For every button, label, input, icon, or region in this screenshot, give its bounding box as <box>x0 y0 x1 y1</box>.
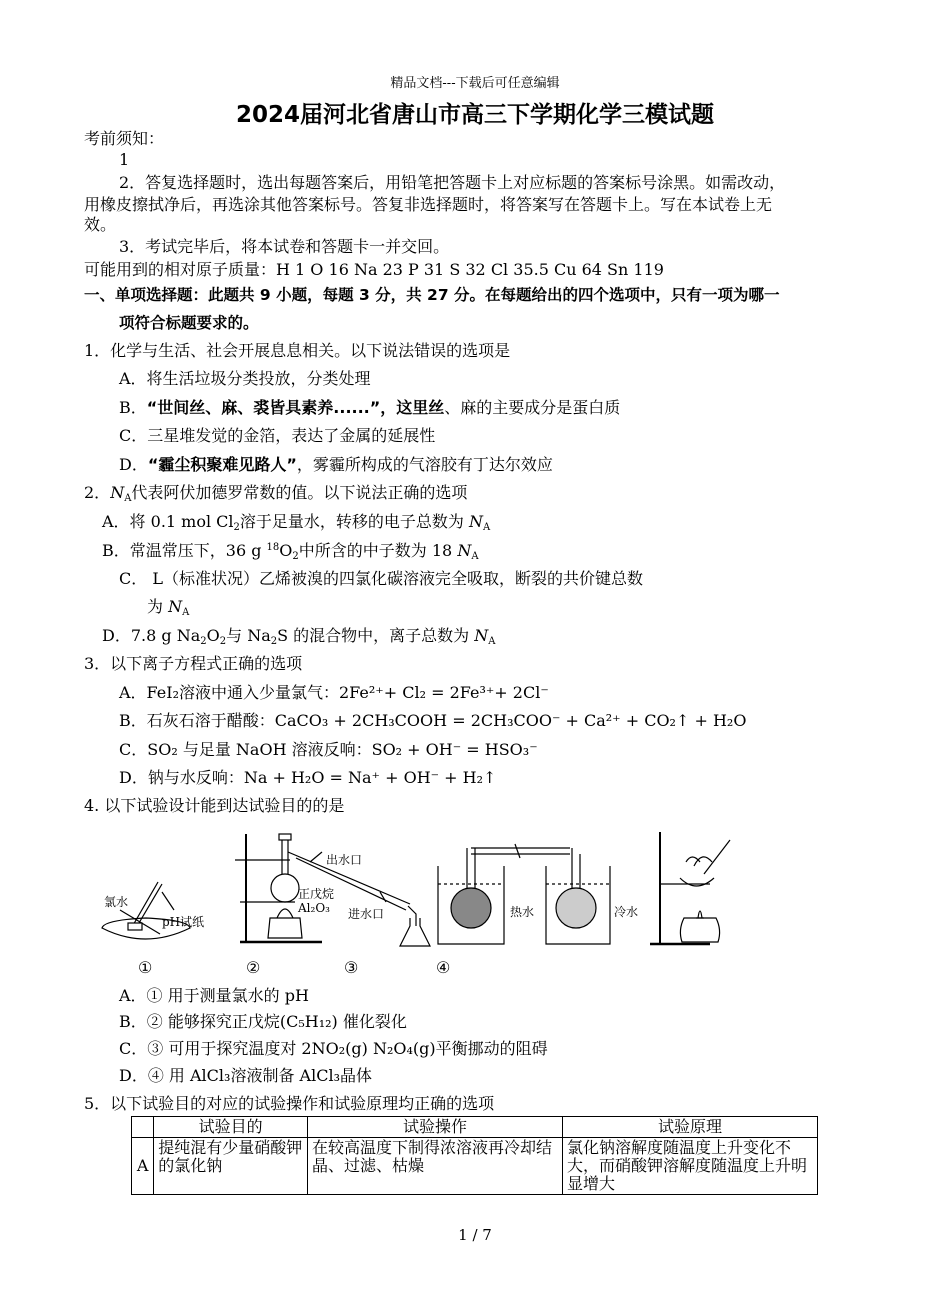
q3-option-c: C．SO₂ 与足量 NaOH 溶液反响：SO₂ + OH⁻ = HSO₃⁻ <box>119 740 538 759</box>
table-row <box>132 1138 818 1195</box>
q5-stem: 5．以下试验目的对应的试验操作和试验原理均正确的选项 <box>84 1094 495 1113</box>
page-number: 1 / 7 <box>458 1226 492 1244</box>
notice-item-2-line2: 用橡皮擦拭净后，再选涂其他答案标号。答复非选择题时，将答案写在答题卡上。写在本试卷上无 <box>84 195 773 214</box>
q2-c-na-sub: A <box>182 607 190 618</box>
q2-b-sub: 2 <box>292 551 299 562</box>
q5-header-purpose: 试验目的 <box>154 1117 308 1138</box>
q4-option-d: D．④ 用 AlCl₃溶液制备 AlCl₃晶体 <box>119 1066 372 1085</box>
q2-d-text4: S 的混合物中，离子总数为 <box>277 626 475 645</box>
q4-option-b: B．② 能够探究正戊烷(C₅H₁₂) 催化裂化 <box>119 1012 407 1031</box>
ph-paper-icon <box>128 923 142 930</box>
q1-option-b-prefix: B． <box>119 398 147 417</box>
q4-figure-number-1: ① <box>138 958 153 977</box>
notice-heading: 考前须知： <box>84 129 165 148</box>
q2-d-text: D．7.8 g Na <box>102 626 201 645</box>
q1-stem: 1．化学与生活、社会开展息息相关。以下说法错误的选项是 <box>84 341 511 360</box>
q4-figure-number-3: ③ <box>344 958 359 977</box>
q2-d-na: N <box>474 626 489 645</box>
q1-option-d <box>119 455 553 475</box>
alcohol-lamp-icon <box>680 918 719 942</box>
q2-d-text2: O <box>206 626 220 645</box>
q2-b-na: N <box>457 541 472 560</box>
q5-header-principle: 试验原理 <box>563 1117 818 1138</box>
q4-label-ph-paper: pH试纸 <box>162 915 205 929</box>
q4-figure-number-4: ④ <box>436 958 451 977</box>
q2-d-na-sub: A <box>488 636 496 647</box>
q2-stem-text: 代表阿伏加德罗常数的值。以下说法正确的选项 <box>131 483 468 502</box>
q4-label-chlorine-water: 氯水 <box>104 895 129 909</box>
q2-a-na: N <box>469 512 484 531</box>
q4-label-hot-water: 热水 <box>510 905 535 919</box>
evaporating-dish-4-icon <box>680 878 714 886</box>
q2-na-symbol: N <box>110 483 125 502</box>
q2-d-sub1: 2 <box>200 636 207 647</box>
q5-table <box>131 1116 818 1195</box>
q1-option-b <box>119 398 620 418</box>
q3-option-a: A．FeI₂溶液中通入少量氯气：2Fe²⁺+ Cl₂ = 2Fe³⁺+ 2Cl⁻ <box>119 683 549 702</box>
q2-a-sub: 2 <box>233 522 240 533</box>
q2-c-text2: 为 <box>147 597 169 616</box>
q1-option-d-rest: ，雾霾所构成的气溶胶有丁达尔效应 <box>296 455 553 474</box>
q4-apparatus-figure <box>90 822 750 982</box>
q1-option-d-prefix: D． <box>119 455 148 474</box>
header-note: 精品文档---下载后可任意编辑 <box>390 76 560 91</box>
q2-b-text2: O <box>279 541 293 560</box>
notice-item-3: 3．考试完毕后，将本试卷和答题卡一并交回。 <box>119 237 450 256</box>
q4-label-al2o3: Al₂O₃ <box>298 901 330 915</box>
q5-row-a-purpose: 提纯混有少量硝酸钾的氯化钠 <box>154 1138 308 1195</box>
q5-header-operation: 试验操作 <box>308 1117 563 1138</box>
q5-table-header-row <box>132 1117 818 1138</box>
q2-a-text2: 溶于足量水，转移的电子总数为 <box>239 512 470 531</box>
q4-label-pentane: 正戊烷 <box>298 887 335 901</box>
q4-label-outlet: 出水口 <box>326 853 363 867</box>
q3-option-d: D．钠与水反响：Na + H₂O = Na⁺ + OH⁻ + H₂↑ <box>119 768 497 787</box>
q2-d-sub3: 2 <box>270 636 278 647</box>
q2-b-text3: 中所含的中子数为 18 <box>298 541 458 560</box>
q2-d-sub2: 2 <box>219 636 227 647</box>
q5-header-blank <box>132 1117 154 1138</box>
q1-option-d-quote: “霾尘积聚难见路人” <box>147 455 297 474</box>
q4-stem: 4. 以下试验设计能到达试验目的的是 <box>84 796 345 815</box>
q2-na-sub: A <box>124 493 132 504</box>
q2-option-d <box>102 626 496 646</box>
q1-option-b-rest: 、麻的主要成分是蛋白质 <box>444 398 621 417</box>
q2-option-c-line1: C． L（标准状况）乙烯被溴的四氯化碳溶液完全吸取，断裂的共价键总数 <box>119 569 643 588</box>
q2-a-na-sub: A <box>483 522 491 533</box>
q4-figure-number-2: ② <box>246 958 261 977</box>
q1-option-a: A．将生活垃圾分类投放，分类处理 <box>119 369 371 388</box>
q2-d-text3: 与 Na <box>226 626 271 645</box>
q4-label-inlet: 进水口 <box>348 907 385 921</box>
notice-item-2-line1: 2．答复选择题时，选出每题答案后，用铅笔把答题卡上对应标题的答案标号涂黑。如需改动， <box>119 173 786 192</box>
q2-b-sup: 18 <box>266 542 280 553</box>
section-1-heading-line1: 一、单项选择题：此题共 9 小题，每题 3 分，共 27 分。在每题给出的四个选项中，只有一项为哪一 <box>84 286 780 304</box>
q1-option-b-quote: “世间丝、麻、裘皆具素养......”，这里丝 <box>146 398 445 417</box>
q2-a-text: A．将 0.1 mol Cl <box>102 512 234 531</box>
q4-option-c: C．③ 可用于探究温度对 2NO₂(g) N₂O₄(g)平衡挪动的阻碍 <box>119 1039 548 1058</box>
q4-label-cold-water: 冷水 <box>614 905 639 919</box>
q5-row-a-label: A <box>132 1138 154 1195</box>
q3-stem: 3．以下离子方程式正确的选项 <box>84 654 303 673</box>
q2-option-a <box>102 512 490 532</box>
q5-row-a-principle: 氯化钠溶解度随温度上升变化不大，而硝酸钾溶解度随温度上升明显增大 <box>563 1138 818 1195</box>
q2-option-c-line2 <box>147 597 189 617</box>
q1-option-c: C．三星堆发觉的金箔，表达了金属的延展性 <box>119 426 436 445</box>
q2-option-b <box>102 541 479 561</box>
q5-row-a-operation: 在较高温度下制得浓溶液再冷却结晶、过滤、枯燥 <box>308 1138 563 1195</box>
q2-number: 2． <box>84 483 111 502</box>
notice-item-1: 1 <box>119 150 130 169</box>
document-title: 2024届河北省唐山市高三下学期化学三模试题 <box>235 102 714 128</box>
notice-item-2-line3: 效。 <box>84 215 117 234</box>
conical-flask-icon <box>400 918 430 946</box>
q2-b-na-sub: A <box>471 551 479 562</box>
q2-c-na: N <box>168 597 183 616</box>
round-flask-icon <box>271 874 299 902</box>
atomic-masses: 可能用到的相对原子质量：H 1 O 16 Na 23 P 31 S 32 Cl 35.5 Cu 64 Sn 119 <box>84 260 664 279</box>
q4-option-a: A．① 用于测量氯水的 pH <box>119 986 309 1005</box>
section-1-heading-line2: 项符合标题要求的。 <box>119 314 259 332</box>
q2-b-text: B．常温常压下，36 g <box>102 541 267 560</box>
q3-option-b: B．石灰石溶于醋酸：CaCO₃ + 2CH₃COOH = 2CH₃COO⁻ + Ca²⁺ + CO₂↑ + H₂O <box>119 711 747 730</box>
q2-stem <box>84 483 467 503</box>
